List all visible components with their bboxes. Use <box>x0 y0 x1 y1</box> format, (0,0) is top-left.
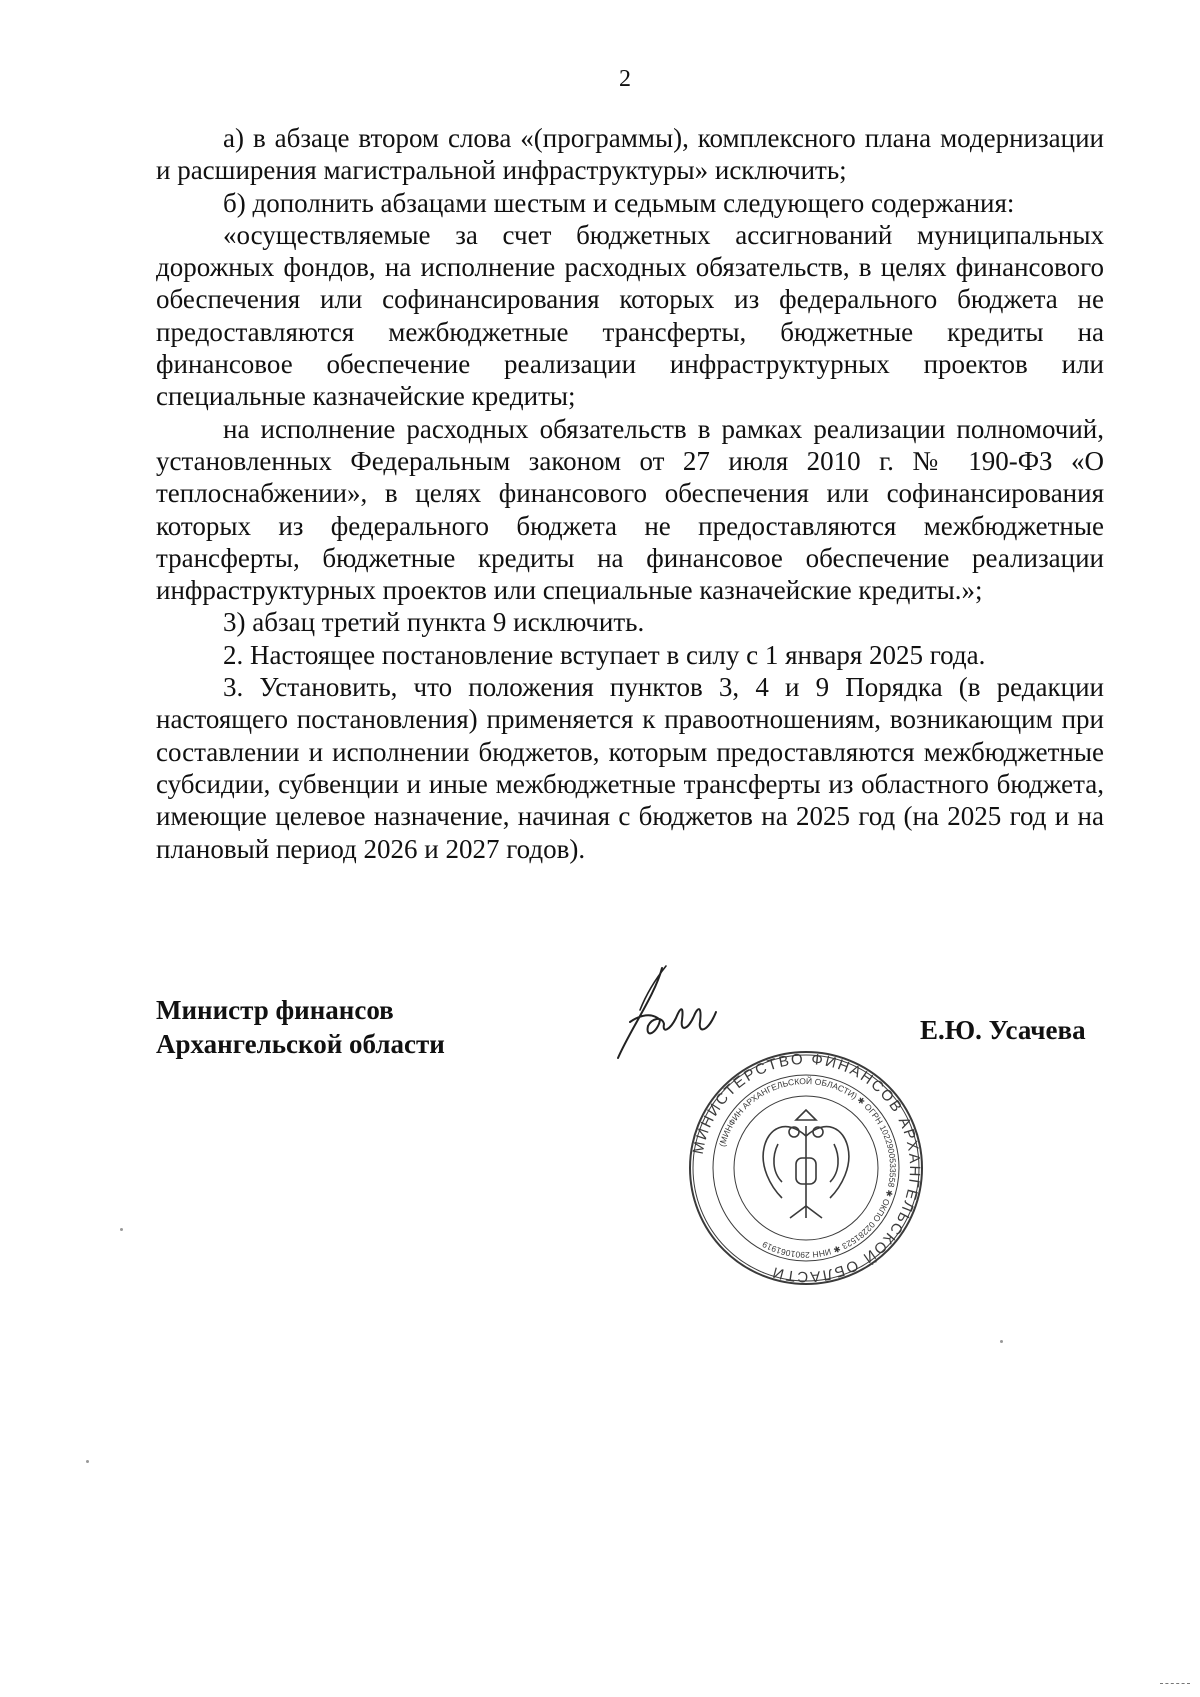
scan-speck <box>1000 1340 1003 1343</box>
svg-text:(МИНФИН АРХАНГЕЛЬСКОЙ ОБЛАСТИ): (МИНФИН АРХАНГЕЛЬСКОЙ ОБЛАСТИ) ✱ ОГРН 1022900533558 ✱ ОКПО 02281523 ✱ ИНН 2901061919 <box>716 1075 899 1261</box>
paragraph-clause-2: 2. Настоящее постановление вступает в силу с 1 января 2025 года. <box>223 639 986 670</box>
paragraph-amendment-b: б) дополнить абзацами шестым и седьмым следующего содержания: <box>223 187 1015 218</box>
signatory-name: Е.Ю. Усачева <box>920 1015 1086 1045</box>
signatory-region: Архангельской области <box>156 1029 445 1059</box>
paragraph-clause-3: 3. Установить, что положения пунктов 3, 4 и 9 Порядка (в редакции настоящего постановления) применяется к правоотношениям, возникающим при составлении и исполнении бюджетов, которым предоставляются межбюджетные субсидии, субвенции и иные межбюджетные трансферты из областного бюджета, имеющие целевое назначение, начиная с бюджетов на 2025 год (на 2025 год и на плановый период 2026 и 2027 годов). <box>156 672 1104 864</box>
scan-speck <box>120 1228 123 1231</box>
scan-edge-line <box>1160 1683 1190 1685</box>
scan-speck <box>86 1460 89 1463</box>
page-number: 2 <box>619 66 631 92</box>
svg-text:МИНИСТЕРСТВО ФИНАНСОВ АРХАНГЕЛ: МИНИСТЕРСТВО ФИНАНСОВ АРХАНГЕЛЬСКОЙ ОБЛАСТИ <box>689 1050 924 1286</box>
paragraph-quoted-road-funds: «осуществляемые за счет бюджетных ассигнований муниципальных дорожных фондов, на исполнение расходных обязательств, в целях финансового обеспечения или софинансирования которых из федерального бюджета не предоставляются межбюджетные трансферты, бюджетные кредиты на финансовое обеспечение реализации инфраструктурных проектов или специальные казначейские кредиты; <box>156 219 1104 412</box>
signatory-title: Министр финансов <box>156 995 394 1025</box>
official-seal <box>686 1048 926 1288</box>
document-body <box>156 122 1104 865</box>
paragraph-quoted-heat-supply: на исполнение расходных обязательств в рамках реализации полномочий, установленных Федеральным законом от 27 июля 2010 г. № 190-ФЗ «О теплоснабжении», в целях финансового обеспечения или софинансирования которых из федерального бюджета не предоставляются межбюджетные трансферты, бюджетные кредиты на финансовое обеспечение реализации инфраструктурных проектов или специальные казначейские кредиты.»; <box>156 413 1104 606</box>
paragraph-item-3: 3) абзац третий пункта 9 исключить. <box>223 607 645 638</box>
signatory-position <box>156 993 445 1061</box>
paragraph-amendment-a: а) в абзаце втором слова «(программы), комплексного плана модернизации и расширения магистральной инфраструктуры» исключить; <box>156 123 1104 186</box>
